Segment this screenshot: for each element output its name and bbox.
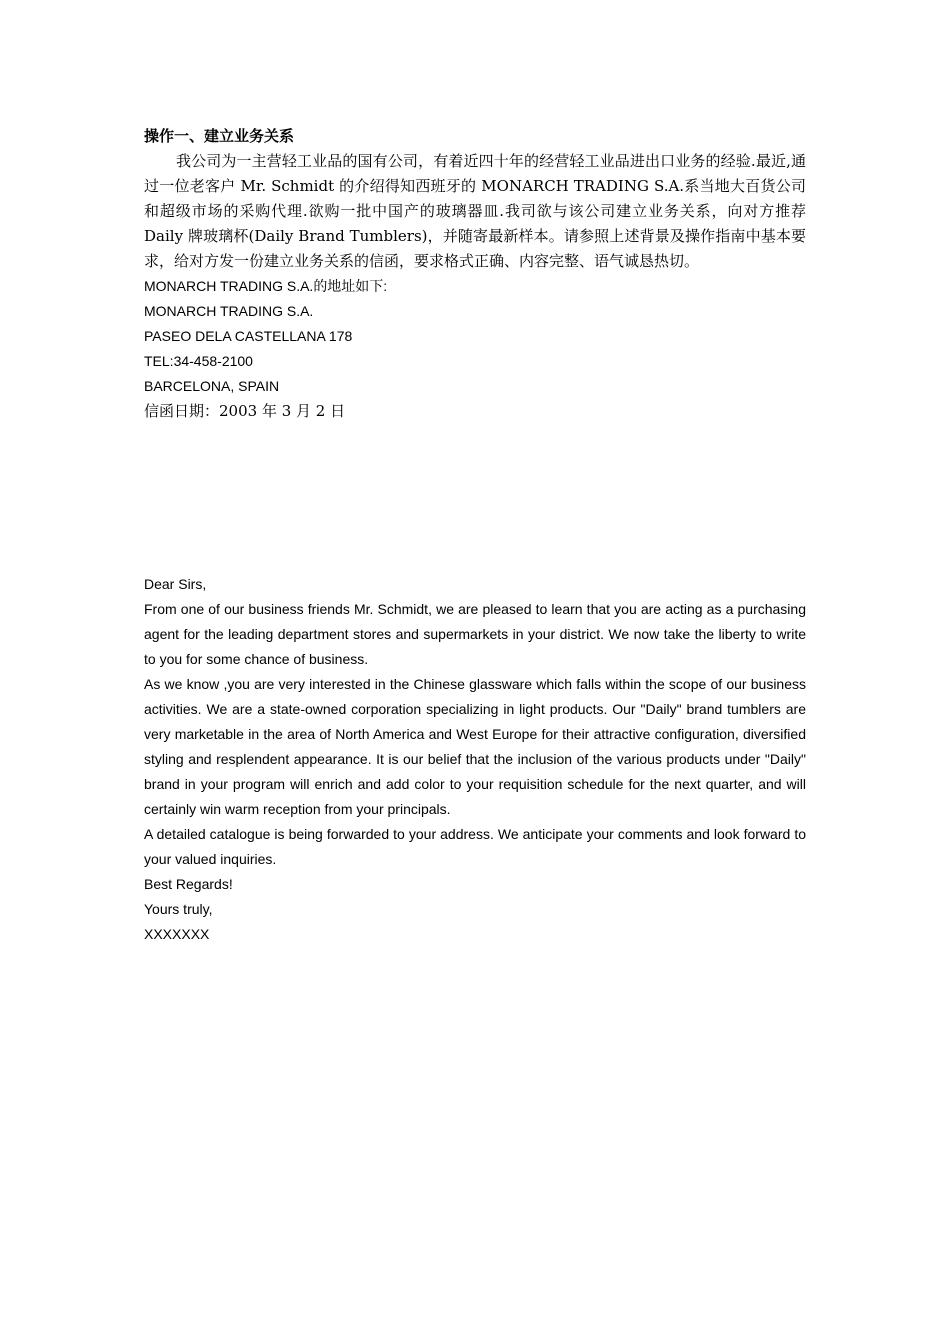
letter-paragraph-2: As we know ,you are very interested in the Chinese glassware which falls within the scope of our business activities. We are a state-owned corporation specializing in light products. Our "Daily" brand tumblers are very marketable in the area of North America and West Europe for their attractive configuration, diversified styling and resplendent appearance. It is our belief that the inclusion of the various products under "Daily" brand in your program will enrich and add color to your requisition schedule for the next quarter, and will certainly win warm reception from your principals. bbox=[144, 676, 806, 817]
address-phone: TEL:34-458-2100 bbox=[144, 353, 253, 369]
letter-body bbox=[144, 572, 806, 947]
letter-salutation: Dear Sirs, bbox=[144, 576, 207, 592]
letter-paragraph-3: A detailed catalogue is being forwarded to your address. We anticipate your comments and look forward to your valued inquiries. bbox=[144, 826, 806, 867]
task-intro-paragraph: 我公司为一主营轻工业品的国有公司，有着近四十年的经营轻工业品进出口业务的经验.最近,通过一位老客户 Mr. Schmidt 的介绍得知西班牙的 MONARCH TRADING S.A.系当地大百货公司和超级市场的采购代理.欲购一批中国产的玻璃器皿.我司欲与该公司建立业务关系，向对方推荐 Daily 牌玻璃杯(Daily Brand Tumblers)，并随寄最新样本。请参照上述背景及操作指南中基本要求，给对方发一份建立业务关系的信函，要求格式正确、内容完整、语气诚恳热切。 bbox=[144, 152, 806, 270]
task-section bbox=[144, 124, 806, 424]
address-company: MONARCH TRADING S.A. bbox=[144, 303, 314, 319]
letter-regards: Best Regards! bbox=[144, 876, 233, 892]
letter-date: 信函日期：2003 年 3 月 2 日 bbox=[144, 402, 346, 420]
letter-signature: XXXXXXX bbox=[144, 926, 210, 942]
letter-closing: Yours truly, bbox=[144, 901, 213, 917]
task-heading: 操作一、建立业务关系 bbox=[144, 127, 295, 145]
address-intro: MONARCH TRADING S.A.的地址如下: bbox=[144, 278, 388, 294]
address-street: PASEO DELA CASTELLANA 178 bbox=[144, 328, 353, 344]
address-city: BARCELONA, SPAIN bbox=[144, 378, 280, 394]
letter-paragraph-1: From one of our business friends Mr. Schmidt, we are pleased to learn that you are acting as a purchasing agent for the leading department stores and supermarkets in your district. We now take the liberty to write to you for some chance of business. bbox=[144, 601, 806, 667]
